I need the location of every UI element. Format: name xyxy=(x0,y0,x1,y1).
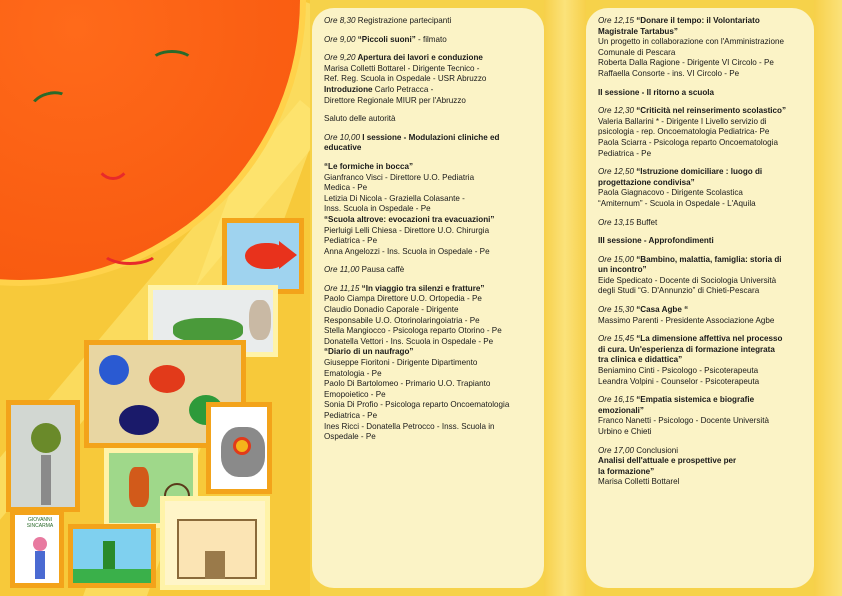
entry-detail: Urbino e Chieti xyxy=(598,427,652,436)
entry-text xyxy=(324,284,534,443)
entry-title: “Casa Agbe “ xyxy=(634,305,689,315)
program-entry xyxy=(598,395,804,437)
entry-text xyxy=(324,35,534,46)
program-column-left xyxy=(312,8,544,588)
entry-detail: degli Studi “G. D'Annunzio” di Chieti-Pescara xyxy=(598,286,760,296)
entry-time: Ore 10,00 xyxy=(324,132,360,142)
entry-title: Analisi dell'attuale e prospettive per xyxy=(598,456,737,466)
entry-title: emozionali” xyxy=(598,405,644,415)
artwork-panel xyxy=(0,0,310,596)
entry-detail: Eide Spedicato - Docente di Sociologia Università xyxy=(598,275,777,285)
entry-detail: Marisa Colletti Bottarel xyxy=(598,477,680,487)
entry-detail: Ines Ricci - Donatella Petrocco - Inss. Scuola in xyxy=(324,421,495,431)
entry-title: “Diario di un naufrago” xyxy=(324,347,414,357)
entry-title: “Istruzione domiciliare : luogo di xyxy=(634,167,763,177)
program-entry xyxy=(598,255,804,297)
entry-title: Apertura dei lavori e conduzione xyxy=(355,53,483,63)
entry-title: educative xyxy=(324,143,362,153)
entry-title: III sessione - Approfondimenti xyxy=(598,236,714,246)
entry-detail: Paolo Di Bartolomeo - Primario U.O. Trapianto xyxy=(324,379,491,389)
entry-time: Ore 13,15 xyxy=(598,217,634,227)
entry-detail: Responsabile U.O. Otorinolaringoiatria - Pe xyxy=(324,315,480,325)
entry-detail: Raffaella Consorte - ins. VI Circolo - Pe xyxy=(598,68,740,78)
entry-text xyxy=(598,236,804,247)
program-entry xyxy=(324,16,534,27)
entry-detail: Anna Angelozzi - Ins. Scuola in Ospedale - Pe xyxy=(324,246,490,256)
entry-detail: Stella Mangiocco - Psicologa reparto Otorino - Pe xyxy=(324,326,502,336)
program-entry xyxy=(598,218,804,229)
entry-detail: Inss. Scuola in Ospedale - Pe xyxy=(324,204,431,214)
entry-text xyxy=(324,114,534,125)
entry-detail: Marisa Colletti Bottarel - Dirigente Tecnico - xyxy=(324,63,480,73)
elephant-drawing xyxy=(206,402,272,494)
entry-title: “Donare il tempo: il Volontariato xyxy=(634,16,760,25)
puppet-photo xyxy=(6,400,80,512)
entry-title: “Le formiche in bocca” xyxy=(324,161,414,171)
entry-detail: “Amiternum” - Scuola in Ospedale - L'Aquila xyxy=(598,198,756,208)
program-entry xyxy=(598,167,804,209)
entry-time: Ore 8,30 xyxy=(324,16,356,25)
castle-drawing xyxy=(160,496,270,590)
fish-drawing xyxy=(222,218,304,294)
entry-detail: Pierluigi Lelli Chiesa - Direttore U.O. Chirurgia xyxy=(324,225,490,235)
entry-text xyxy=(598,218,804,229)
program-entry xyxy=(324,162,534,257)
entry-time: Ore 12,15 xyxy=(598,16,634,25)
entry-title: “Piccoli suoni” xyxy=(355,34,416,44)
entry-detail: Ematologia - Pe xyxy=(324,368,382,378)
program-entry xyxy=(598,334,804,387)
entry-detail: Paola Sciarra - Psicologa reparto Oncoematologia xyxy=(598,137,778,147)
entry-detail: - filmato xyxy=(415,34,447,44)
entry-title: tra clinica e didattica” xyxy=(598,355,683,365)
entry-detail: Donatella Vettori - Ins. Scuola in Ospedale - Pe xyxy=(324,336,494,346)
entry-time: Ore 15,00 xyxy=(598,254,634,264)
entry-title: “Scuola altrove: evocazioni tra evacuazioni” xyxy=(324,214,495,224)
program-entry xyxy=(324,284,534,443)
entry-time: Ore 12,50 xyxy=(598,167,634,177)
entry-detail: Giuseppe Fioritoni - Dirigente Dipartimento xyxy=(324,358,478,368)
entry-detail: Carlo Petracca - xyxy=(372,84,434,94)
entry-title: “Bambino, malattia, famiglia: storia di xyxy=(634,254,782,264)
entry-time: Ore 17,00 xyxy=(598,445,634,455)
entry-time: Ore 15,45 xyxy=(598,334,634,344)
sun-eye xyxy=(150,50,194,74)
entry-detail: Registrazione partecipanti xyxy=(355,16,452,25)
entry-detail: Pausa caffè xyxy=(359,265,405,275)
entry-title: I sessione - Modulazioni cliniche ed xyxy=(360,132,500,142)
entry-detail: Saluto delle autorità xyxy=(324,114,396,124)
entry-text xyxy=(324,16,534,27)
entry-title: la formazione” xyxy=(598,466,655,476)
entry-detail: Pediatrica - Pe xyxy=(324,411,378,420)
entry-time: Ore 9,00 xyxy=(324,34,356,44)
program-entry xyxy=(598,88,804,99)
entry-detail: Direttore Regionale MIUR per l'Abruzzo xyxy=(324,95,466,105)
entry-detail: Pediatrica - Pe xyxy=(598,148,652,158)
boat-drawing xyxy=(68,524,156,588)
entry-text xyxy=(598,334,804,387)
entry-detail: Leandra Volpini - Counselor - Psicoterapeuta xyxy=(598,376,760,386)
program-entry xyxy=(324,53,534,106)
program-entry xyxy=(324,265,534,276)
entry-detail: Conclusioni xyxy=(634,445,679,455)
entry-title: II sessione - Il ritorno a scuola xyxy=(598,87,715,97)
program-column-right xyxy=(586,8,814,588)
entry-text xyxy=(598,305,804,326)
entry-detail: Gianfranco Visci - Direttore U.O. Pediatria xyxy=(324,172,475,182)
entry-detail: Medica - Pe xyxy=(324,183,368,193)
entry-detail: Emopoietico - Pe xyxy=(324,389,386,399)
entry-text xyxy=(324,265,534,276)
program-entry xyxy=(598,16,804,80)
entry-title: “Empatia sistemica e biografie xyxy=(634,395,755,405)
entry-title: progettazione condivisa” xyxy=(598,177,695,187)
entry-text xyxy=(598,106,804,159)
column-gap xyxy=(544,0,586,596)
entry-time: Ore 15,30 xyxy=(598,305,634,315)
entry-text xyxy=(598,167,804,209)
entry-detail: Comunale di Pescara xyxy=(598,47,676,57)
entry-time: Ore 12,30 xyxy=(598,106,634,116)
entry-detail: Letizia Di Nicola - Graziella Colasante - xyxy=(324,193,465,203)
entry-text xyxy=(324,53,534,106)
entry-text xyxy=(598,88,804,99)
entry-time: Ore 11,15 xyxy=(324,283,360,293)
entry-text xyxy=(598,395,804,437)
entry-text xyxy=(598,255,804,297)
entry-detail: Buffet xyxy=(634,217,658,227)
entry-detail: Paola Giagnacovo - Dirigente Scolastica xyxy=(598,188,743,198)
kid-figure-drawing xyxy=(10,510,64,588)
entry-title: “La dimensione affettiva nel processo xyxy=(634,334,783,344)
entry-detail: Beniamino Cinti - Psicologo - Psicoterapeuta xyxy=(598,366,759,376)
entry-detail: Roberta Dalla Ragione - Dirigente VI Circolo - Pe xyxy=(598,58,774,68)
entry-title: Magistrale Tartabus” xyxy=(598,26,678,36)
program-entry xyxy=(324,35,534,46)
entry-text xyxy=(324,133,534,154)
entry-detail: Sonia Di Profio - Psicologa reparto Oncoematologia xyxy=(324,400,510,410)
column-gap xyxy=(814,0,842,596)
entry-detail: Paolo Ciampa Direttore U.O. Ortopedia - Pe xyxy=(324,294,482,304)
program-entry xyxy=(598,106,804,159)
sun-nose xyxy=(95,140,131,180)
entry-detail: Ref. Reg. Scuola in Ospedale - USR Abruzzo xyxy=(324,74,487,84)
entry-time: Ore 9,20 xyxy=(324,53,356,63)
entry-detail: Ospedale - Pe xyxy=(324,432,376,442)
program-entry xyxy=(324,133,534,154)
entry-text xyxy=(324,162,534,257)
entry-time: Ore 16,15 xyxy=(598,395,634,405)
entry-title: di cura. Un'esperienza di formazione integrata xyxy=(598,344,775,354)
entry-title: “In viaggio tra silenzi e fratture” xyxy=(359,283,485,293)
entry-detail: Claudio Donadio Caporale - Dirigente xyxy=(324,305,459,315)
entry-detail: psicologia - rep. Oncoematologia Pediatrica- Pe xyxy=(598,127,770,137)
entry-title: “Criticità nel reinserimento scolastico” xyxy=(634,106,787,116)
entry-text xyxy=(598,16,804,80)
sun-mouth xyxy=(100,235,160,265)
program-entry xyxy=(598,305,804,326)
entry-text xyxy=(598,446,804,488)
entry-time: Ore 11,00 xyxy=(324,265,360,275)
entry-title: Introduzione xyxy=(324,84,373,94)
badge-text: GIOVANNI SINCARMA xyxy=(26,517,54,529)
entry-detail: Un progetto in collaborazione con l'Amministrazione xyxy=(598,37,784,47)
entry-detail: Massimo Parenti - Presidente Associazione Agbe xyxy=(598,315,775,325)
entry-detail: Valeria Ballarini * - Dirigente I Livello servizio di xyxy=(598,116,767,126)
entry-detail: Franco Nanetti - Psicologo - Docente Università xyxy=(598,416,769,426)
program-entry xyxy=(598,446,804,488)
entry-title: un incontro” xyxy=(598,265,647,275)
program-entry xyxy=(598,236,804,247)
entry-detail: Pediatrica - Pe xyxy=(324,236,378,246)
program-entry xyxy=(324,114,534,125)
